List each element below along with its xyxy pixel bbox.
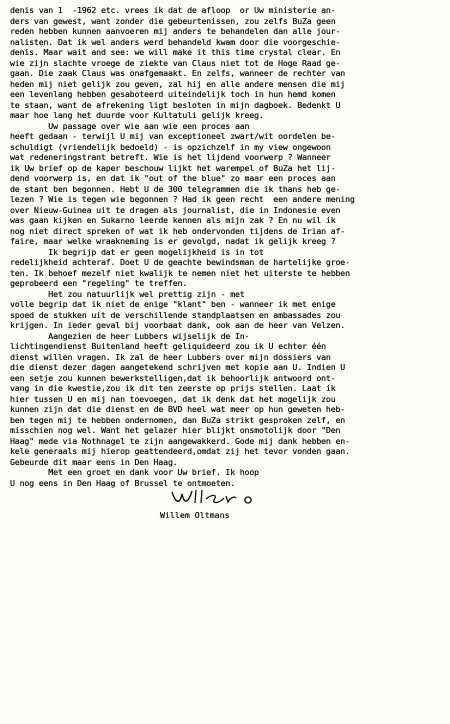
letter-line: krijgen. In ieder geval bij voorbaat dank, ook aan de heer van Velzen. <box>10 320 346 330</box>
letter-line: een setje zou kunnen bewerkstelligen,dat ik behoorlijk antwoord ont- <box>10 372 336 383</box>
letter-line: Het zou natuurlijk wel prettig zijn - met <box>10 288 245 299</box>
letter-line: dienst willen vragen. Ik zal de heer Lubbers over mijn dossiers van <box>10 351 331 362</box>
letter-line: misschien nog wel. Want het gelazer hier blijkt onsmotolijk door "Den <box>10 425 341 435</box>
letter-line: denis. Maar wait and see: we will make it this time crystal clear. En <box>10 47 341 57</box>
letter-line: ders van gewest, want zonder die gebeurtenissen, zou zelfs BuZa geen <box>10 15 336 26</box>
handwritten-signature <box>168 486 258 508</box>
letter-line: denis van 1 -1962 etc. vrees ik dat de afloop or Uw ministerie an- <box>10 5 336 15</box>
letter-line: heden mij niet gelijk zou geven, zal hij en alle andere mensen die mij <box>10 78 346 89</box>
letter-line: nog niet direct spreken of wat ik heb ondervonden tijdens de Irian af- <box>10 225 346 236</box>
letter-line: die dienst dezer dagen aangetekend schrijven met kopie aan U. Indien U <box>10 362 346 372</box>
letter-line: maar hoe lang het duurde voor Kultatuli gelijk kreeg. <box>10 110 264 120</box>
letter-line: spoed de stukken uit de verschillende standplaatsen en ambassades zou <box>10 309 341 320</box>
letter-line: kunnen zijn dat die dienst en de BVD heel wat meer op hun geweten heb- <box>10 404 346 414</box>
letter-line: volle begrip dat ik niet de enige "klant" ben - wanneer ik met enige <box>10 299 336 309</box>
letter-line: kele generaals mij hierop geattendeerd,omdat zij het tevor vonden gaan. <box>10 446 350 456</box>
letter-line: ik Uw brief op de kaper beschouw lijkt het warempel of BuZa het lij- <box>10 162 336 173</box>
letter-line: lezen ? Wie is tegen wie begonnen ? Had ik geen recht een andere mening <box>10 194 355 204</box>
letter-line: Aangezien de heer Lubbers wijselijk de In- <box>10 330 250 341</box>
letter-line: nalisten. Dat ik wel anders werd behandeld kwam door die voorgeschie- <box>10 36 341 47</box>
letter-line: geprobeerd een "regeling" te treffen. <box>10 278 188 288</box>
letter-line: ben tegen mij te hebben ondernomen, dan BuZa strikt gesproken zelf, en <box>10 414 346 425</box>
letter-line: was gaan kijken en Sukarno leerde kennen als mijn zak ? En nu wil ik <box>10 215 336 225</box>
letter-line: de stant ben begonnen. Hebt U de 300 telegrammen die ik thans heb ge- <box>10 183 341 194</box>
letter-line: heeft gedaan - terwijl U mij van exceptioneel zwart/wit oordelen be- <box>10 131 336 141</box>
letter-line: schuldigt (vriendelijk bedoeld) - is opzichzelf in my view ongewoon <box>10 141 331 152</box>
closing-line: U nog eens in Den Haag of Brussel te ontmoeten. <box>10 477 235 488</box>
letter-line: Haag" mede via Nothnagel te zijn aangewakkerd. Gode mij dank hebben en- <box>10 435 350 446</box>
letter-line: hier tussen U en mij nan toevoegen, dat ik denk dat het mogelijk zou <box>10 393 336 404</box>
letter-line: lichtingendienst Buitenland heeft geliquideerd zou ik U echter één <box>10 341 326 351</box>
letter-line: faire, maar welke wraakneming is er gevolgd, nadat ik gelijk kreeg ? <box>10 236 336 246</box>
letter-line: redelijkheid achteraf. Doet U de geachte bewindsman de hartelijke groe- <box>10 257 350 267</box>
letter-line: ten. Ik behoef mezelf niet kwalijk te nemen niet het uiterste te hebben <box>10 267 350 278</box>
letter-line: dend voorwerp is, en dat ik "out of the blue" zo maar een proces aan <box>10 173 336 183</box>
signature-area <box>10 488 442 510</box>
letter-line: Ik begrijp dat er geen mogelijkheid is in tot <box>10 246 264 257</box>
letter-line: Gebeurde dit maar eens in Den Haag. <box>10 456 178 467</box>
signer-name: Willem Oltmans <box>160 510 230 520</box>
letter-closing <box>10 467 442 488</box>
letter-line: wie zijn slachte vroege de ziekte van Claus niet tot de Hoge Raad ge- <box>10 57 341 68</box>
letter-line: vang in die kwestie,zou ik dit ten zeerste op prijs stellen. Laat ik <box>10 383 336 393</box>
letter-line: wat redeneringstrant betreft. Wie is het lijdend voorwerp ? Wanneer <box>10 152 331 162</box>
letter-line: over Nieuw-Guinea uit te dragen als journalist, die in Indonesie even <box>10 204 341 215</box>
letter-body <box>10 5 442 467</box>
letter-line: gaan. Die zaak Claus was onafgemaakt. En zelfs, wanneer de rechter van <box>10 68 346 78</box>
letter-line: te staan, want de afrekening ligt besloten in mijn dagboek. Bedenkt U <box>10 99 341 110</box>
closing-line: Met een groet en dank voor Uw brief. Ik hoop <box>10 467 259 477</box>
letter-line: een levenlang hebben gesaboteerd uiteindelijk toch in hun hemd komen <box>10 89 336 99</box>
letter-line: Uw passage over wie aan wie een proces aan <box>10 120 250 131</box>
letter-line: reden hebben kunnen aanvoeren mij anders te behandelen dan alle jour- <box>10 26 341 36</box>
